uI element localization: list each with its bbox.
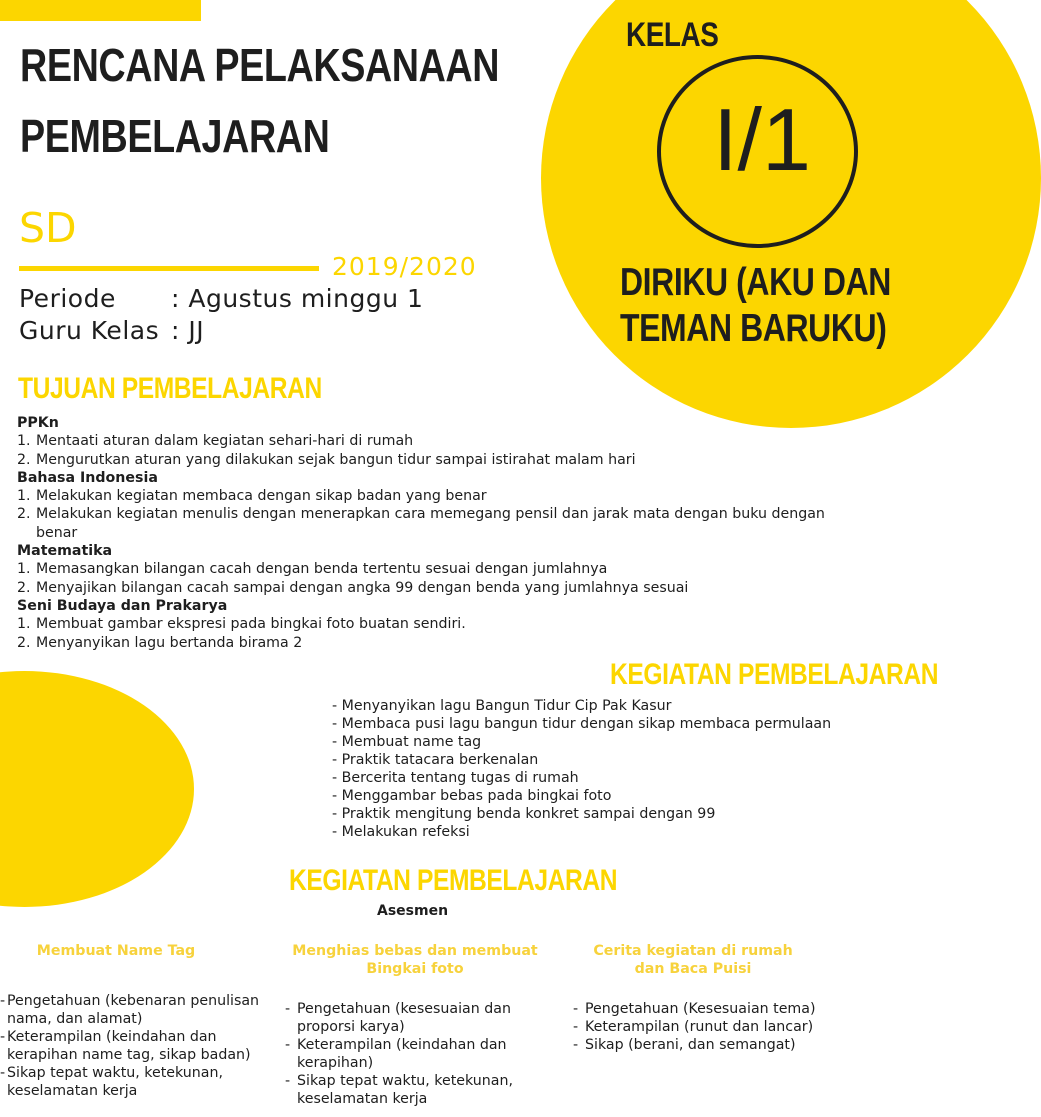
- list-item: - Membaca pusi lagu bangun tidur dengan sikap membaca permulaan: [332, 716, 832, 732]
- item-text: Menyanyikan lagu bertanda birama 2: [36, 634, 303, 651]
- item-text: Melakukan kegiatan membaca dengan sikap badan yang benar: [36, 488, 487, 505]
- periode-label: Periode: [19, 284, 116, 313]
- item-number: 2.: [17, 579, 31, 596]
- item-number: 2.: [17, 506, 31, 523]
- asesmen-column: [285, 942, 545, 1108]
- subject-block: [17, 414, 867, 469]
- item-text: Membuat gambar ekspresi pada bingkai foto buatan sendiri.: [36, 616, 466, 633]
- item-text: Menyajikan bilangan cacah sampai dengan angka 99 dengan benda yang jumlahnya sesuai: [36, 579, 689, 596]
- asesmen-column: [0, 942, 265, 1100]
- list-item: [285, 1000, 545, 1036]
- bullet-dash: -: [573, 1001, 579, 1017]
- list-item: [17, 487, 867, 505]
- asesmen-items: [573, 1000, 833, 1054]
- list-item: [17, 579, 867, 597]
- subject-name: Matematika: [17, 543, 113, 560]
- item-number: 1.: [17, 561, 31, 578]
- list-item: - Praktik tatacara berkenalan: [332, 752, 539, 768]
- list-item: [0, 1028, 265, 1064]
- item-number: 2.: [17, 451, 31, 468]
- bullet-dash: -: [0, 1065, 6, 1081]
- periode-row: [19, 284, 423, 313]
- page-title-line2: PEMBELAJARAN: [20, 110, 330, 162]
- theme-title: [620, 260, 891, 352]
- bullet-dash: -: [573, 1019, 579, 1035]
- guru-row: [19, 316, 204, 345]
- list-item: [17, 432, 867, 450]
- item-number: 1.: [17, 616, 31, 633]
- item-text: Sikap tepat waktu, ketekunan, keselamatan kerja: [297, 1073, 513, 1107]
- asesmen-items: [285, 1000, 545, 1108]
- tujuan-list: [17, 414, 867, 652]
- list-item: - Menyanyikan lagu Bangun Tidur Cip Pak Kasur: [332, 698, 672, 714]
- list-item: [17, 560, 867, 578]
- list-item: [285, 1036, 545, 1072]
- item-text: Sikap (berani, dan semangat): [585, 1037, 796, 1053]
- item-text: Pengetahuan (kesesuaian dan proporsi karya): [297, 1001, 511, 1035]
- list-item: [17, 634, 867, 652]
- kegiatan-list: [332, 697, 831, 841]
- school-year: 2019/2020: [332, 252, 477, 281]
- item-text: Pengetahuan (kebenaran penulisan nama, dan alamat): [7, 993, 260, 1027]
- list-item: - Praktik mengitung benda konkret sampai dengan 99: [332, 806, 716, 822]
- column-title-line1: Cerita kegiatan di rumah: [593, 943, 793, 959]
- list-item: [573, 1018, 833, 1036]
- theme-line1: DIRIKU (AKU DAN: [620, 261, 891, 304]
- column-title-line1: Menghias bebas dan membuat: [292, 943, 538, 959]
- list-item: [573, 1000, 833, 1018]
- list-item: [573, 1036, 833, 1054]
- bullet-dash: -: [573, 1037, 579, 1053]
- asesmen-column-title: [285, 942, 545, 978]
- list-item: - Bercerita tentang tugas di rumah: [332, 770, 579, 786]
- divider-line: [19, 266, 319, 271]
- list-item: [17, 615, 867, 633]
- bullet-dash: -: [0, 1029, 6, 1045]
- item-number: 2.: [17, 634, 31, 651]
- asesmen-column-title: [573, 942, 813, 978]
- bullet-dash: -: [0, 993, 6, 1009]
- list-item: - Melakukan refeksi: [332, 824, 470, 840]
- guru-value: : JJ: [171, 316, 205, 345]
- column-title-line2: Bingkai foto: [366, 961, 464, 977]
- bullet-dash: -: [285, 1037, 291, 1053]
- top-decor-bar: [0, 0, 201, 21]
- list-item: - Menggambar bebas pada bingkai foto: [332, 788, 612, 804]
- tujuan-heading: TUJUAN PEMBELAJARAN: [18, 372, 322, 405]
- list-item: [0, 992, 265, 1028]
- asesmen-items: [0, 992, 265, 1100]
- column-title-line1: Membuat Name Tag: [36, 943, 196, 959]
- left-yellow-circle-decor: [0, 671, 194, 907]
- kelas-value: I/1: [713, 90, 811, 189]
- guru-label: Guru Kelas: [19, 316, 160, 345]
- asesmen-subheading: Asesmen: [377, 903, 449, 919]
- periode-value: : Agustus minggu 1: [171, 284, 424, 313]
- bullet-dash: -: [285, 1073, 291, 1089]
- subject-block: [17, 469, 867, 542]
- asesmen-column: [573, 942, 833, 1054]
- list-item: [17, 451, 867, 469]
- subject-block: [17, 597, 867, 652]
- list-item: [285, 1072, 545, 1108]
- item-number: 1.: [17, 488, 31, 505]
- item-text: Pengetahuan (Kesesuaian tema): [585, 1001, 816, 1017]
- subject-name: PPKn: [17, 415, 59, 431]
- school-level: SD: [19, 204, 77, 252]
- item-text: Sikap tepat waktu, ketekunan, keselamatan kerja: [7, 1065, 223, 1099]
- item-text: Memasangkan bilangan cacah dengan benda tertentu sesuai dengan jumlahnya: [36, 561, 608, 578]
- item-number: 1.: [17, 433, 31, 450]
- page-title-line1: RENCANA PELAKSANAAN: [20, 39, 500, 91]
- subject-name: Seni Budaya dan Prakarya: [17, 597, 228, 614]
- subject-block: [17, 542, 867, 597]
- bullet-dash: -: [285, 1001, 291, 1017]
- item-text: Keterampilan (runut dan lancar): [585, 1019, 814, 1035]
- asesmen-column-title: [0, 942, 232, 960]
- item-text: Keterampilan (keindahan dan kerapihan): [297, 1037, 507, 1071]
- item-text: Mentaati aturan dalam kegiatan sehari-hari di rumah: [36, 433, 414, 450]
- asesmen-section-heading: KEGIATAN PEMBELAJARAN: [289, 864, 618, 897]
- kegiatan-heading: KEGIATAN PEMBELAJARAN: [610, 658, 939, 691]
- kelas-label: KELAS: [626, 16, 719, 54]
- item-text: Mengurutkan aturan yang dilakukan sejak bangun tidur sampai istirahat malam hari: [36, 451, 636, 468]
- item-text: Melakukan kegiatan menulis dengan menerapkan cara memegang pensil dan jarak mata dengan buku dengan benar: [36, 506, 825, 541]
- list-item: [0, 1064, 265, 1100]
- list-item: [17, 505, 867, 542]
- item-text: Keterampilan (keindahan dan kerapihan name tag, sikap badan): [7, 1029, 251, 1063]
- list-item: - Membuat name tag: [332, 734, 482, 750]
- subject-name: Bahasa Indonesia: [17, 469, 158, 486]
- column-title-line2: dan Baca Puisi: [634, 961, 752, 977]
- theme-line2: TEMAN BARUKU): [620, 307, 887, 350]
